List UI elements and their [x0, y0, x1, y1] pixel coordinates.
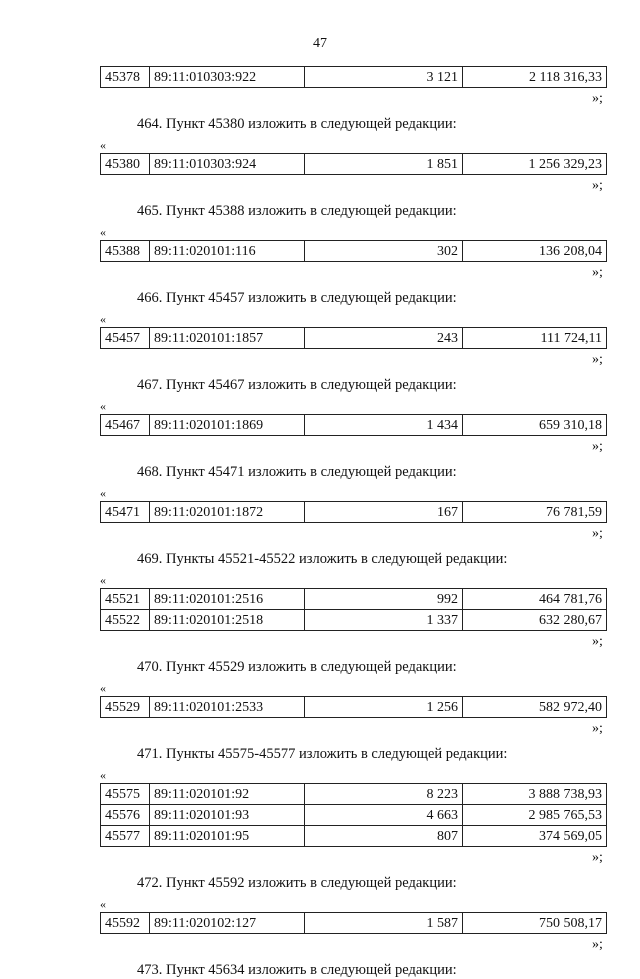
cadastral-number: 89:11:020101:2518	[150, 610, 305, 631]
table-row	[101, 826, 607, 847]
area-value: 1 337	[305, 610, 463, 631]
area-value: 3 121	[305, 67, 463, 88]
quote-open: «	[100, 312, 106, 326]
area-value: 992	[305, 589, 463, 610]
quote-open: «	[100, 897, 106, 911]
quote-close: »;	[592, 850, 603, 865]
cost-value: 3 888 738,93	[463, 784, 607, 805]
area-value: 167	[305, 502, 463, 523]
cost-value: 632 280,67	[463, 610, 607, 631]
record-number: 45521	[101, 589, 150, 610]
quote-close: »;	[592, 721, 603, 736]
cost-value: 374 569,05	[463, 826, 607, 847]
cost-value: 464 781,76	[463, 589, 607, 610]
area-value: 1 434	[305, 415, 463, 436]
area-value: 8 223	[305, 784, 463, 805]
cadastral-number: 89:11:020101:1869	[150, 415, 305, 436]
table-row	[101, 241, 607, 262]
quote-open: «	[100, 573, 106, 587]
area-value: 807	[305, 826, 463, 847]
cost-value: 136 208,04	[463, 241, 607, 262]
record-number: 45522	[101, 610, 150, 631]
cadastral-number: 89:11:020101:95	[150, 826, 305, 847]
data-table	[100, 696, 607, 718]
quote-close: »;	[592, 937, 603, 952]
table-row	[101, 913, 607, 934]
amendment-heading: 470. Пункт 45529 изложить в следующей редакции:	[137, 659, 457, 675]
amendment-heading: 464. Пункт 45380 изложить в следующей редакции:	[137, 116, 457, 132]
cost-value: 659 310,18	[463, 415, 607, 436]
cost-value: 76 781,59	[463, 502, 607, 523]
record-number: 45577	[101, 826, 150, 847]
record-number: 45575	[101, 784, 150, 805]
cadastral-number: 89:11:020101:1872	[150, 502, 305, 523]
area-value: 1 851	[305, 154, 463, 175]
table-row	[101, 67, 607, 88]
cadastral-number: 89:11:020101:2516	[150, 589, 305, 610]
cost-value: 2 985 765,53	[463, 805, 607, 826]
quote-close: »;	[592, 91, 603, 106]
area-value: 1 256	[305, 697, 463, 718]
table-row	[101, 154, 607, 175]
record-number: 45380	[101, 154, 150, 175]
table-row	[101, 328, 607, 349]
quote-open: «	[100, 225, 106, 239]
page-number: 47	[313, 36, 327, 51]
data-table	[100, 783, 607, 847]
amendment-heading: 471. Пункты 45575-45577 изложить в следующей редакции:	[137, 746, 508, 762]
amendment-heading: 469. Пункты 45521-45522 изложить в следующей редакции:	[137, 551, 508, 567]
cadastral-number: 89:11:020101:116	[150, 241, 305, 262]
table-row	[101, 415, 607, 436]
quote-close: »;	[592, 634, 603, 649]
amendment-heading: 465. Пункт 45388 изложить в следующей редакции:	[137, 203, 457, 219]
cost-value: 750 508,17	[463, 913, 607, 934]
amendment-heading: 467. Пункт 45467 изложить в следующей редакции:	[137, 377, 457, 393]
table-row	[101, 697, 607, 718]
data-table	[100, 588, 607, 631]
data-table	[100, 414, 607, 436]
cost-value: 1 256 329,23	[463, 154, 607, 175]
record-number: 45457	[101, 328, 150, 349]
quote-close: »;	[592, 352, 603, 367]
cadastral-number: 89:11:020101:1857	[150, 328, 305, 349]
area-value: 302	[305, 241, 463, 262]
cadastral-number: 89:11:020102:127	[150, 913, 305, 934]
amendment-heading: 472. Пункт 45592 изложить в следующей редакции:	[137, 875, 457, 891]
table-row	[101, 610, 607, 631]
area-value: 4 663	[305, 805, 463, 826]
data-table	[100, 66, 607, 88]
cost-value: 582 972,40	[463, 697, 607, 718]
record-number: 45576	[101, 805, 150, 826]
cadastral-number: 89:11:020101:93	[150, 805, 305, 826]
area-value: 243	[305, 328, 463, 349]
quote-open: «	[100, 399, 106, 413]
data-table	[100, 912, 607, 934]
cadastral-number: 89:11:020101:2533	[150, 697, 305, 718]
cadastral-number: 89:11:020101:92	[150, 784, 305, 805]
record-number: 45592	[101, 913, 150, 934]
record-number: 45378	[101, 67, 150, 88]
quote-close: »;	[592, 526, 603, 541]
cadastral-number: 89:11:010303:922	[150, 67, 305, 88]
cost-value: 2 118 316,33	[463, 67, 607, 88]
cadastral-number: 89:11:010303:924	[150, 154, 305, 175]
record-number: 45529	[101, 697, 150, 718]
record-number: 45467	[101, 415, 150, 436]
quote-open: «	[100, 681, 106, 695]
amendment-heading: 468. Пункт 45471 изложить в следующей редакции:	[137, 464, 457, 480]
quote-open: «	[100, 138, 106, 152]
record-number: 45388	[101, 241, 150, 262]
table-row	[101, 589, 607, 610]
cost-value: 111 724,11	[463, 328, 607, 349]
table-row	[101, 784, 607, 805]
data-table	[100, 153, 607, 175]
data-table	[100, 327, 607, 349]
data-table	[100, 240, 607, 262]
table-row	[101, 805, 607, 826]
amendment-heading: 466. Пункт 45457 изложить в следующей редакции:	[137, 290, 457, 306]
quote-close: »;	[592, 265, 603, 280]
quote-open: «	[100, 486, 106, 500]
table-row	[101, 502, 607, 523]
amendment-heading: 473. Пункт 45634 изложить в следующей редакции:	[137, 962, 457, 978]
record-number: 45471	[101, 502, 150, 523]
quote-open: «	[100, 768, 106, 782]
area-value: 1 587	[305, 913, 463, 934]
data-table	[100, 501, 607, 523]
quote-close: »;	[592, 439, 603, 454]
quote-close: »;	[592, 178, 603, 193]
